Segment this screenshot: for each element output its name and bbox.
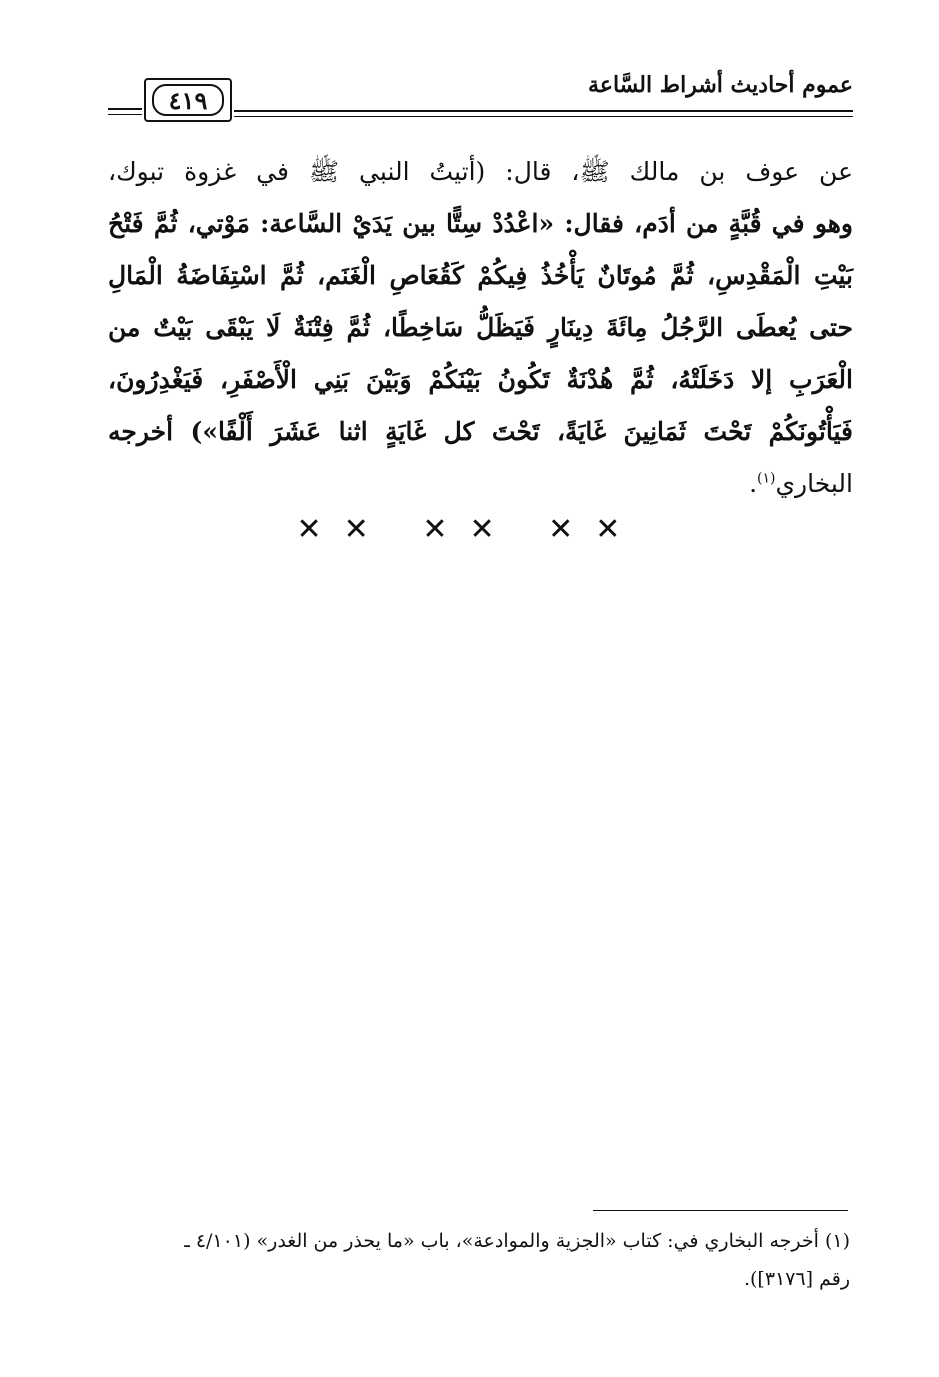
paragraph-line-6: فَيَأْتُونَكُمْ تَحْتَ ثَمَانِينَ غَايَةً، تَحْتَ كل غَايَةٍ اثنا عَشَرَ أَلْفًا») أخرجه bbox=[108, 417, 853, 446]
header-rule-left bbox=[108, 108, 142, 110]
footnote-reference[interactable]: (١) bbox=[757, 470, 776, 487]
line-end-period: . bbox=[749, 469, 758, 498]
footnote-rule bbox=[593, 1210, 848, 1211]
page-number: ٤١٩ bbox=[152, 84, 224, 116]
header-rule-thin bbox=[234, 116, 853, 117]
footnotes bbox=[100, 1222, 850, 1298]
page-header bbox=[108, 70, 853, 130]
paragraph-line-2: وهو في قُبَّةٍ من أدَم، فقال: «اعْدُدْ سِتًّا بين يَدَيْ السَّاعة: مَوْتي، ثُمَّ فَتْحُ bbox=[108, 209, 853, 238]
page-number-frame bbox=[144, 78, 232, 122]
header-rule-left-thin bbox=[108, 114, 142, 115]
paragraph-line-5: الْعَرَبِ إلا دَخَلَتْهُ، ثُمَّ هُدْنَةٌ تَكُونُ بَيْنَكُمْ وَبَيْنَ بَنِي الْأَصْفَرِ، فَيَغْدِرُونَ، bbox=[108, 365, 853, 394]
running-title: عموم أحاديث أشراط السَّاعة bbox=[588, 72, 853, 98]
paragraph-line-7 bbox=[108, 458, 853, 510]
footnote-line-2: رقم [٣١٧٦]). bbox=[743, 1268, 850, 1290]
section-separator-ornament: ✕✕ ✕✕ ✕✕ bbox=[296, 512, 643, 547]
source-name: البخاري bbox=[775, 469, 853, 498]
paragraph-line-4: حتى يُعطَى الرَّجُلُ مِائَةَ دِينَارٍ فَيَظَلُّ سَاخِطًا، ثُمَّ فِتْنَةٌ لَا يَبْقَى بَيْتٌ من bbox=[108, 313, 853, 342]
footnote-line-1: (١) أخرجه البخاري في: كتاب «الجزية والموادعة»، باب «ما يحذر من الغدر» (٤/١٠١ ـ bbox=[184, 1230, 850, 1252]
paragraph-line-1: عن عوف بن مالك ﷺ، قال: (أتيتُ النبي ﷺ في غزوة تبوك، bbox=[108, 157, 853, 186]
header-rule bbox=[234, 110, 853, 112]
hadith-paragraph bbox=[108, 146, 853, 510]
paragraph-line-3: بَيْتِ الْمَقْدِسِ، ثُمَّ مُوتَانٌ يَأْخُذُ فِيكُمْ كَقُعَاصِ الْغَنَم، ثُمَّ اسْتِفَاضَةُ الْمَالِ bbox=[108, 261, 853, 290]
